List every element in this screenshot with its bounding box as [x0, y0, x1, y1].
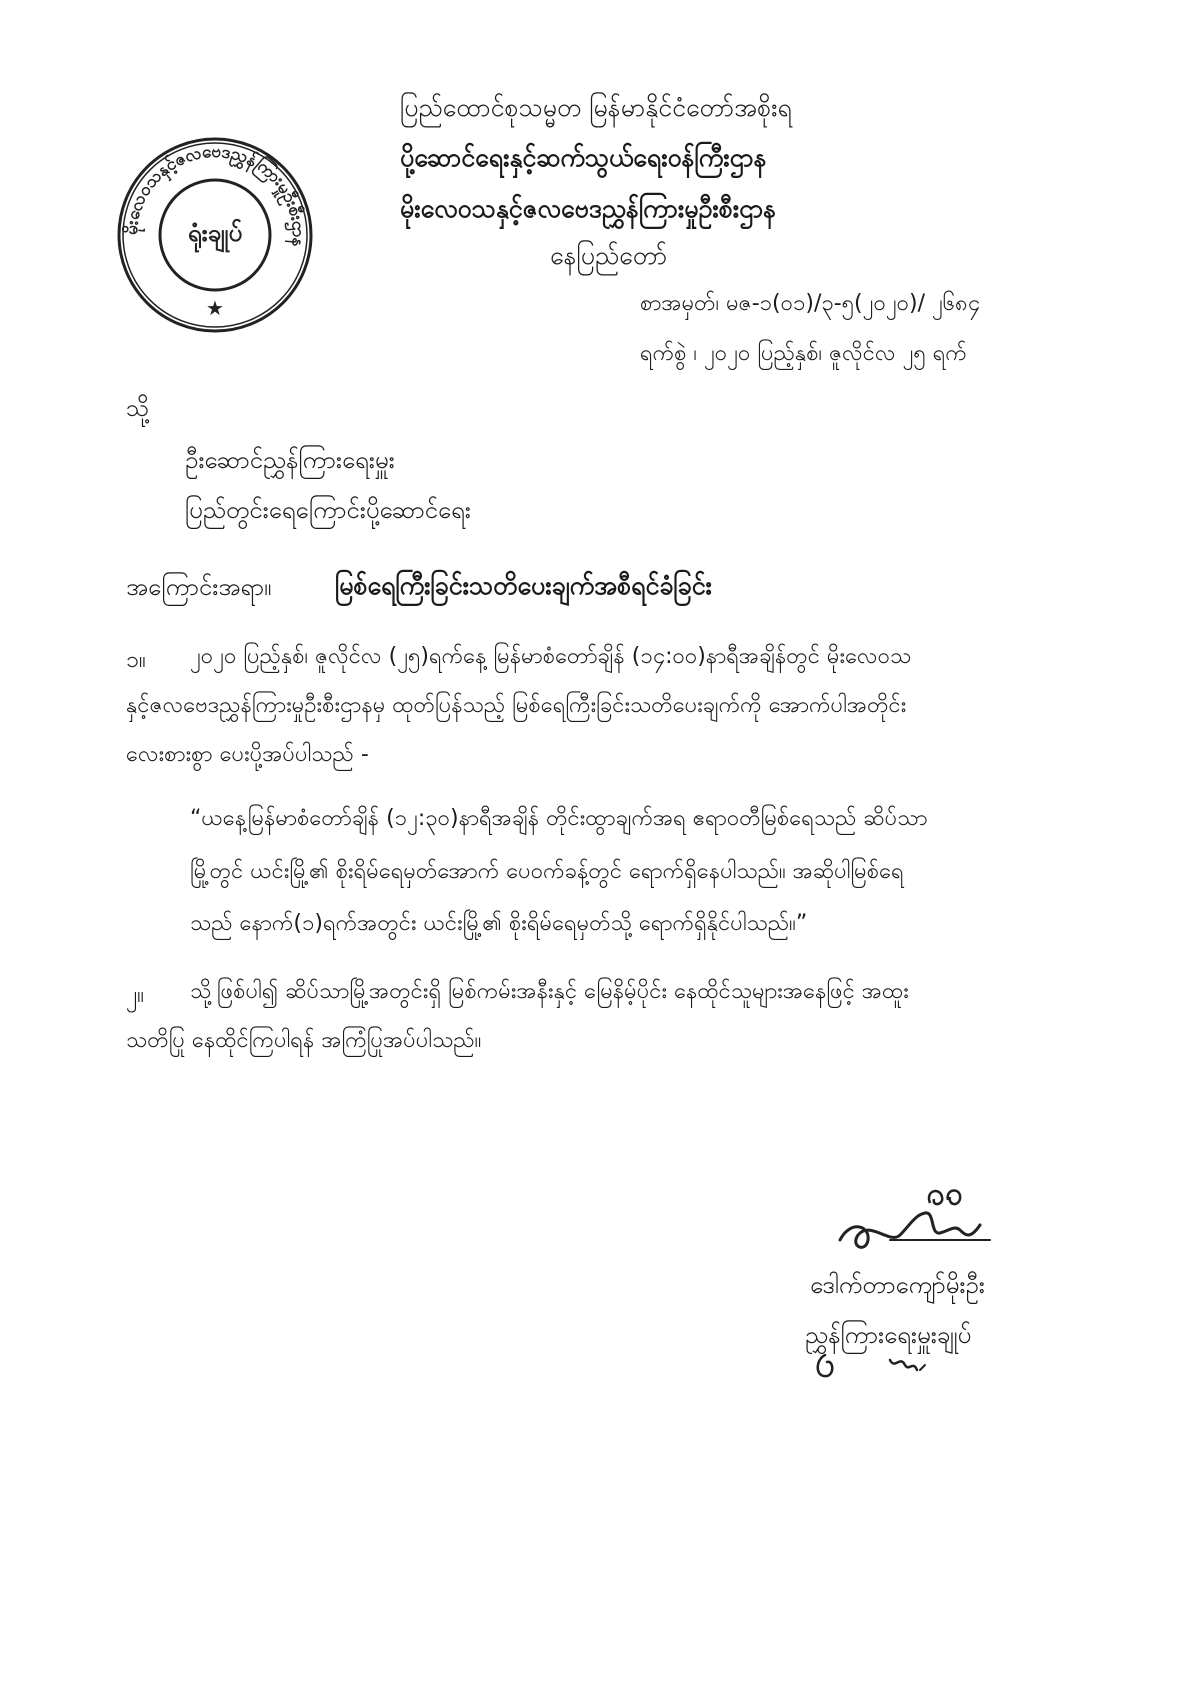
seal-star-icon: ★: [206, 296, 224, 320]
official-seal: [115, 135, 315, 335]
signatory-title: ညွှန်ကြားရေးမှူးချုပ်: [805, 1321, 972, 1349]
recipient-to: သို့: [126, 394, 150, 422]
header-line-4: နေပြည်တော်: [550, 241, 668, 270]
signatory-name: ဒေါက်တာကျော်မိုးဦး: [810, 1271, 985, 1299]
subject-text: မြစ်ရေကြီးခြင်းသတိပေးချက်အစီရင်ခံခြင်း: [335, 571, 712, 600]
recipient-line-1: ဦးဆောင်ညွှန်ကြားရေးမှူး: [185, 446, 395, 474]
seal-ring-text: မိုးလေဝသနှင့်ဇလဗေဒညွှန်ကြားမှုဦးစီးဌာန: [121, 141, 309, 248]
letter-date: ရက်စွဲ ၊ ၂၀၂၀ ပြည့်နှစ်၊ ဇူလိုင်လ ၂၅ ရက်: [640, 341, 967, 366]
paragraph-1-line-2: နှင့်ဇလဗေဒညွှန်ကြားမှုဦးစီးဌာနမှ ထုတ်ပြန်သည့် မြစ်ရေကြီးခြင်းသတိပေးချက်ကို အောက်ပါအတိုင်း: [126, 693, 907, 718]
subject-label: အကြောင်းအရာ။: [126, 573, 272, 601]
paragraph-1-number: ၁။: [126, 647, 146, 673]
paragraph-2-number: ၂။: [126, 982, 145, 1008]
quote-line-3: သည် နောက်(၁)ရက်အတွင်း ယင်းမြို့၏ စိုးရိမ်ရေမှတ်သို့ ရောက်ရှိနိုင်ပါသည်။”: [190, 911, 808, 936]
initials-icon: [805, 1340, 955, 1390]
recipient-line-2: ပြည်တွင်းရေကြောင်းပို့ဆောင်ရေး: [185, 496, 471, 524]
signature-icon: [830, 1185, 1000, 1265]
paragraph-2-line-2: သတိပြု နေထိုင်ကြပါရန် အကြံပြုအပ်ပါသည်။: [126, 1028, 482, 1053]
paragraph-1-line-3: လေးစားစွာ ပေးပို့အပ်ပါသည် -: [126, 742, 369, 767]
quote-line-2: မြို့တွင် ယင်းမြို့၏ စိုးရိမ်ရေမှတ်အောက် ပေ၀က်ခန့်တွင် ရောက်ရှိနေပါသည်။ အဆိုပါမြစ်ရေ: [190, 859, 904, 884]
paragraph-2-line-1: သို့ဖြစ်ပါ၍ ဆိပ်သာမြို့အတွင်းရှိ မြစ်ကမ်းအနီးနှင့် မြေနိမ့်ပိုင်း နေထိုင်သူများအနေဖြင့် အထူး: [190, 979, 909, 1004]
header-line-3: မိုးလေဝသနှင့်ဇလဗေဒညွှန်ကြားမှုဦးစီးဌာန: [400, 194, 777, 223]
header-line-2: ပို့ဆောင်ရေးနှင့်ဆက်သွယ်ရေးဝန်ကြီးဌာန: [400, 143, 767, 172]
header-line-1: ပြည်ထောင်စုသမ္မတ မြန်မာနိုင်ငံတော်အစိုးရ: [400, 93, 792, 122]
letter-number: စာအမှတ်၊ မဇ-၁(၀၁)/၃-၅(၂၀၂၀)/ ၂၆၈၄: [640, 291, 981, 316]
seal-center-text: ရုံးချုပ်: [187, 219, 243, 247]
paragraph-1-line-1: ၂၀၂၀ ပြည့်နှစ်၊ ဇူလိုင်လ (၂၅)ရက်နေ့ မြန်မာစံတော်ချိန် (၁၄:၀၀)နာရီအချိန်တွင် မိုးလေဝသ: [190, 644, 912, 669]
quote-line-1: “ယနေ့မြန်မာစံတော်ချိန် (၁၂:၃၀)နာရီအချိန် တိုင်းထွာချက်အရ ဧရာဝတီမြစ်ရေသည် ဆိပ်သာ: [190, 806, 928, 831]
